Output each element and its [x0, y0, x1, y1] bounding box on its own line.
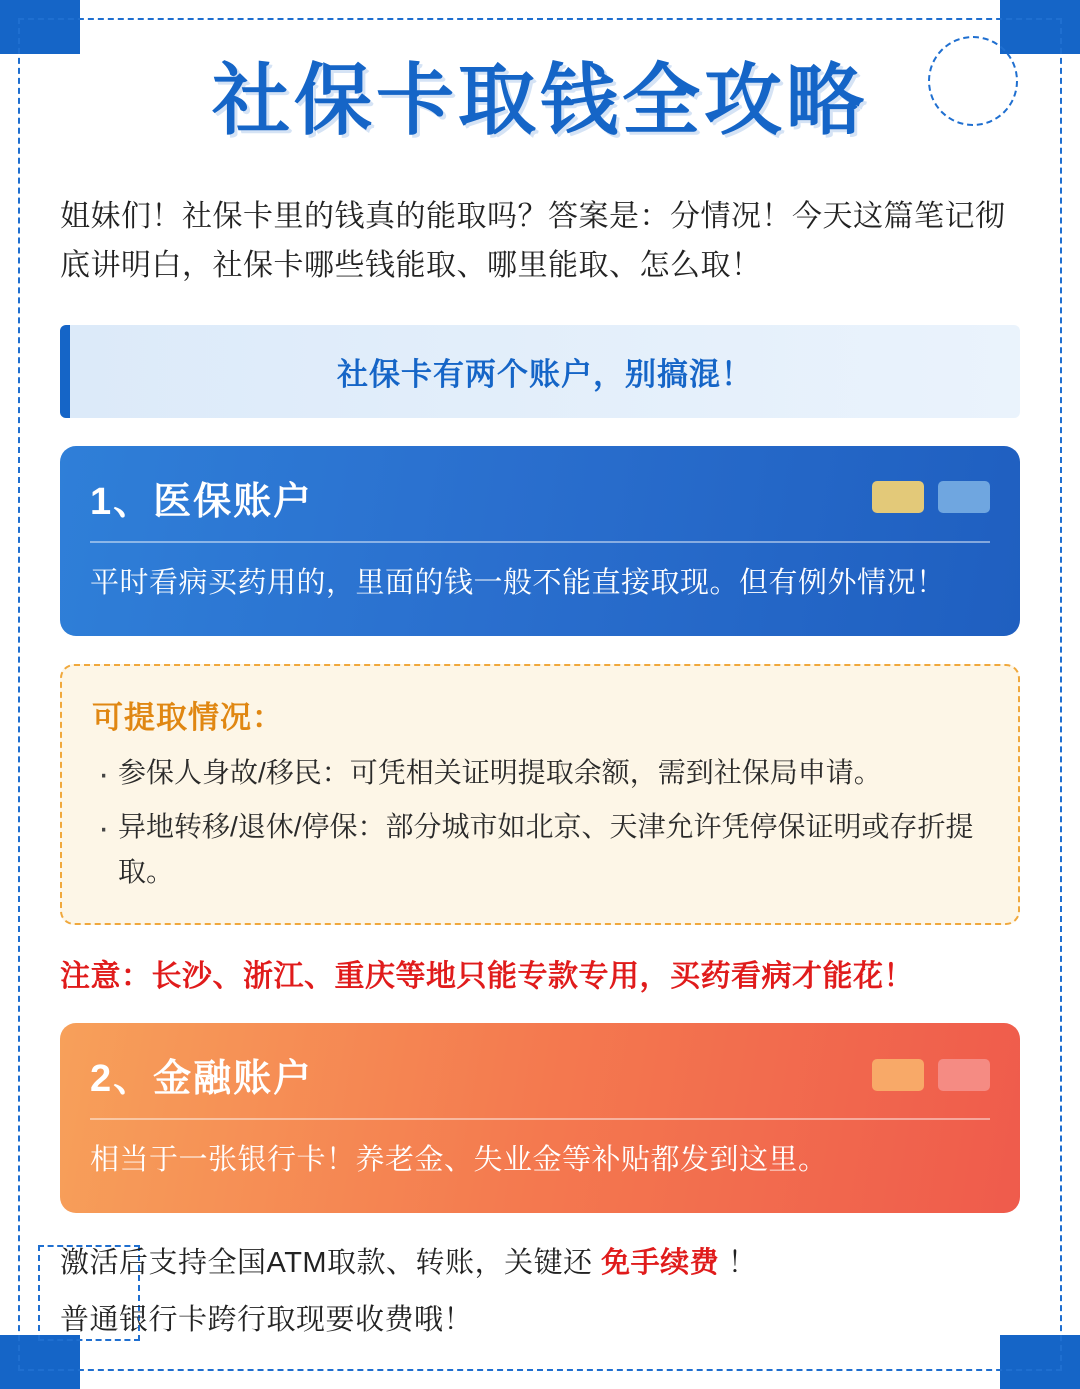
footnote-line2: 普通银行卡跨行取现要收费哦！ — [60, 1304, 474, 1337]
withdraw-conditions-list — [92, 751, 988, 895]
section-banner-text: 社保卡有两个账户，别搞混！ — [337, 356, 753, 392]
list-item: · 异地转移/退休/停保：部分城市如北京、天津允许凭停保证明或存折提取。 — [92, 805, 988, 895]
account-card-medical-title: 1、医保账户 — [90, 480, 314, 523]
chip-orange-icon — [872, 1059, 924, 1091]
section-banner — [60, 325, 1020, 418]
page-title: 社保卡取钱全攻略 — [211, 56, 868, 144]
account-card-financial — [60, 1023, 1020, 1213]
account-card-medical — [60, 446, 1020, 636]
account-card-financial-title: 2、金融账户 — [90, 1058, 314, 1101]
account-card-medical-header — [90, 470, 990, 543]
list-item: · 参保人身故/移民：可凭相关证明提取余额，需到社保局申请。 — [92, 751, 988, 796]
withdraw-conditions-title: 可提取情况： — [92, 699, 284, 735]
footnote-highlight: 免手续费 — [601, 1246, 720, 1279]
chip-red-icon — [938, 1059, 990, 1091]
chip-blue-icon — [938, 481, 990, 513]
account-card-financial-body: 相当于一张银行卡！养老金、失业金等补贴都发到这里。 — [90, 1144, 828, 1177]
account-card-financial-header — [90, 1047, 990, 1120]
warning-text: 注意：长沙、浙江、重庆等地只能专款专用，买药看病才能花！ — [60, 960, 914, 994]
chip-gold-icon — [872, 481, 924, 513]
footnote-block — [60, 1239, 1020, 1346]
withdraw-conditions-box — [60, 664, 1020, 925]
account-card-medical-body: 平时看病买药用的，里面的钱一般不能直接取现。但有例外情况！ — [90, 566, 946, 599]
intro-paragraph: 姐妹们！社保卡里的钱真的能取吗？答案是：分情况！今天这篇笔记彻底讲明白，社保卡哪些钱能取、哪里能取、怎么取！ — [60, 199, 1006, 283]
footnote-line1-prefix: 激活后支持全国ATM取款、转账，关键还 — [60, 1246, 602, 1279]
footnote-line1-suffix: ！ — [719, 1246, 758, 1279]
